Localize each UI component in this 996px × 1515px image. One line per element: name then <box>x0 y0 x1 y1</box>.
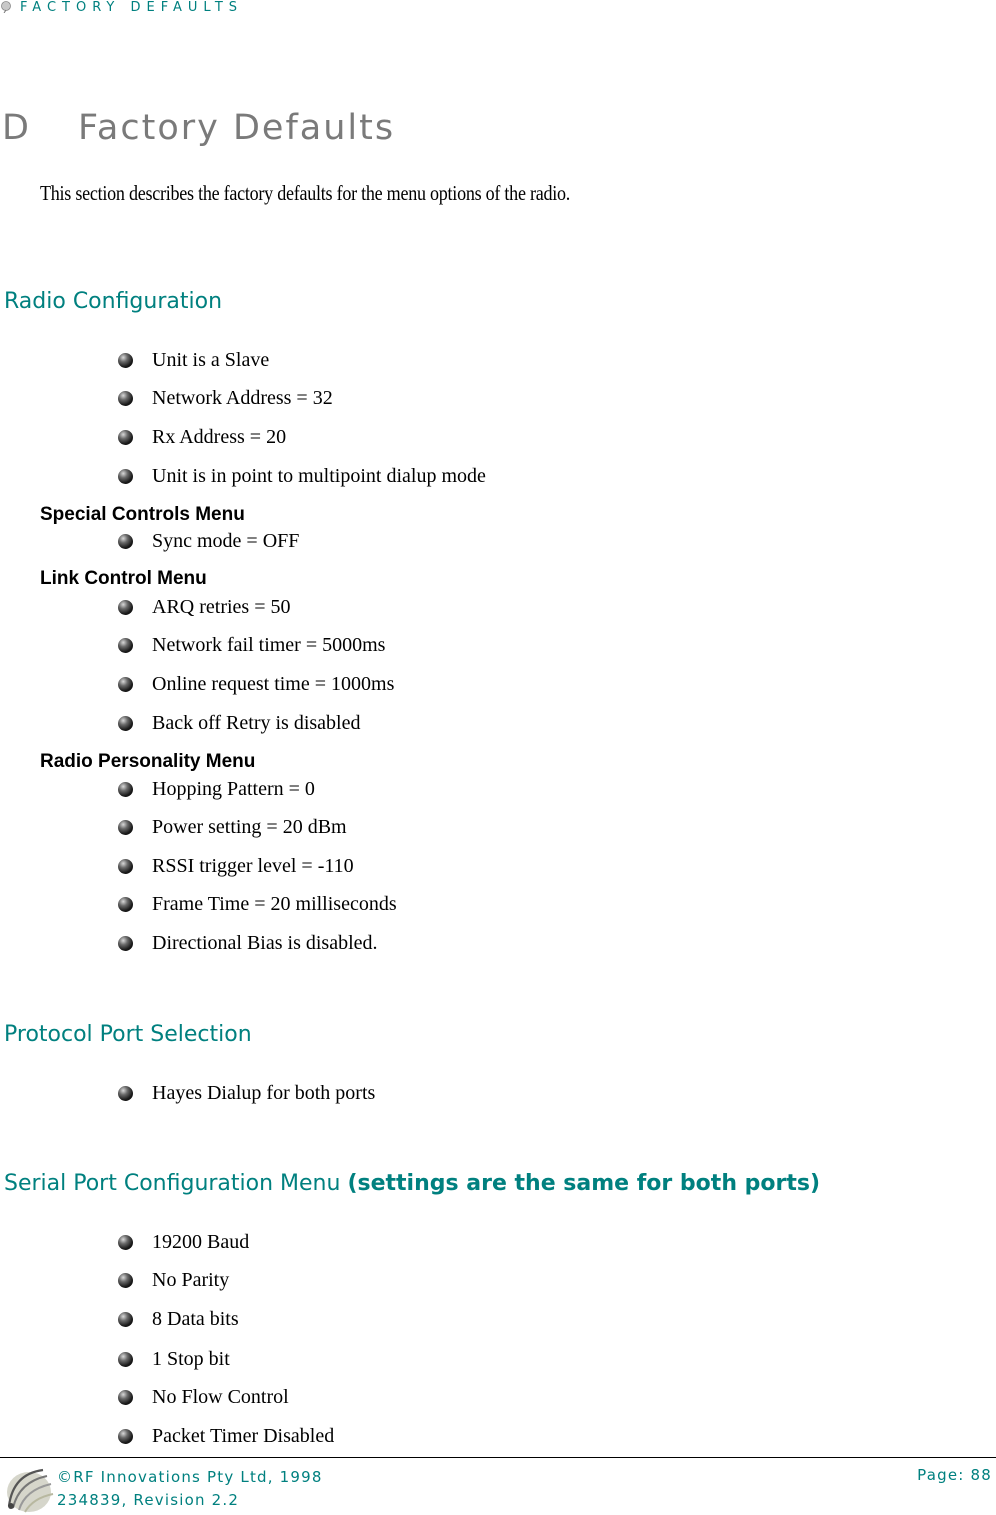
bullet-icon <box>118 1312 133 1327</box>
bullet-icon <box>118 430 133 445</box>
chapter-title-text: Factory Defaults <box>78 108 396 148</box>
footer-divider <box>0 1457 996 1458</box>
bullet-icon <box>118 1390 133 1405</box>
serial-port-heading-note: (settings are the same for both ports) <box>347 1171 821 1196</box>
bullet-icon <box>118 782 133 797</box>
bullet-icon <box>118 638 133 653</box>
subheading-special-controls: Special Controls Menu <box>40 504 245 525</box>
list-item: Unit is in point to multipoint dialup mode <box>118 464 486 488</box>
list-item: 1 Stop bit <box>118 1347 230 1371</box>
list-item: Back off Retry is disabled <box>118 711 360 735</box>
bullet-icon <box>118 469 133 484</box>
list-item: No Parity <box>118 1268 229 1292</box>
subheading-link-control: Link Control Menu <box>40 568 207 589</box>
bullet-icon <box>118 1086 133 1101</box>
section-heading-radio-configuration: Radio Configuration <box>4 289 223 314</box>
list-item: Hopping Pattern = 0 <box>118 777 315 801</box>
list-item: Packet Timer Disabled <box>118 1424 334 1448</box>
bullet-icon <box>118 897 133 912</box>
bullet-icon <box>118 1352 133 1367</box>
footer-page-number: Page: 88 <box>917 1466 992 1484</box>
bullet-icon <box>118 820 133 835</box>
bullet-icon <box>118 1235 133 1250</box>
bullet-icon <box>118 677 133 692</box>
bullet-icon <box>118 534 133 549</box>
intro-paragraph: This section describes the factory defaults for the menu options of the radio. <box>40 181 571 205</box>
bullet-icon <box>118 1429 133 1444</box>
chapter-letter: D <box>2 108 31 148</box>
footer-copyright: ©RF Innovations Pty Ltd, 1998 <box>57 1468 323 1486</box>
list-item: Frame Time = 20 milliseconds <box>118 892 397 916</box>
running-head-text: FACTORY DEFAULTS <box>20 0 244 15</box>
running-head <box>0 0 243 14</box>
list-item: Directional Bias is disabled. <box>118 931 378 955</box>
bullet-icon <box>118 600 133 615</box>
list-item: Rx Address = 20 <box>118 425 286 449</box>
list-item: Hayes Dialup for both ports <box>118 1081 375 1105</box>
bullet-icon <box>118 391 133 406</box>
section-heading-serial-port <box>4 1171 820 1196</box>
bullet-icon <box>118 936 133 951</box>
serial-port-heading-text: Serial Port Configuration Menu <box>4 1171 341 1196</box>
bullet-icon <box>118 859 133 874</box>
bullet-icon <box>118 1273 133 1288</box>
footer-doc-id: 234839, Revision 2.2 <box>57 1491 240 1509</box>
pushpin-icon <box>0 1 12 13</box>
list-item: RSSI trigger level = -110 <box>118 854 354 878</box>
list-item: ARQ retries = 50 <box>118 595 290 619</box>
list-item: No Flow Control <box>118 1385 289 1409</box>
list-item: Power setting = 20 dBm <box>118 815 347 839</box>
company-logo-icon <box>3 1462 55 1514</box>
section-heading-protocol-port: Protocol Port Selection <box>4 1022 252 1047</box>
list-item: Unit is a Slave <box>118 348 269 372</box>
list-item: 8 Data bits <box>118 1307 239 1331</box>
list-item: Network fail timer = 5000ms <box>118 633 385 657</box>
list-item: 19200 Baud <box>118 1230 249 1254</box>
list-item: Network Address = 32 <box>118 386 333 410</box>
chapter-title <box>2 108 395 148</box>
footer-left <box>57 1466 323 1512</box>
subheading-radio-personality: Radio Personality Menu <box>40 751 256 772</box>
bullet-icon <box>118 716 133 731</box>
list-item: Sync mode = OFF <box>118 529 299 553</box>
bullet-icon <box>118 353 133 368</box>
list-item: Online request time = 1000ms <box>118 672 394 696</box>
